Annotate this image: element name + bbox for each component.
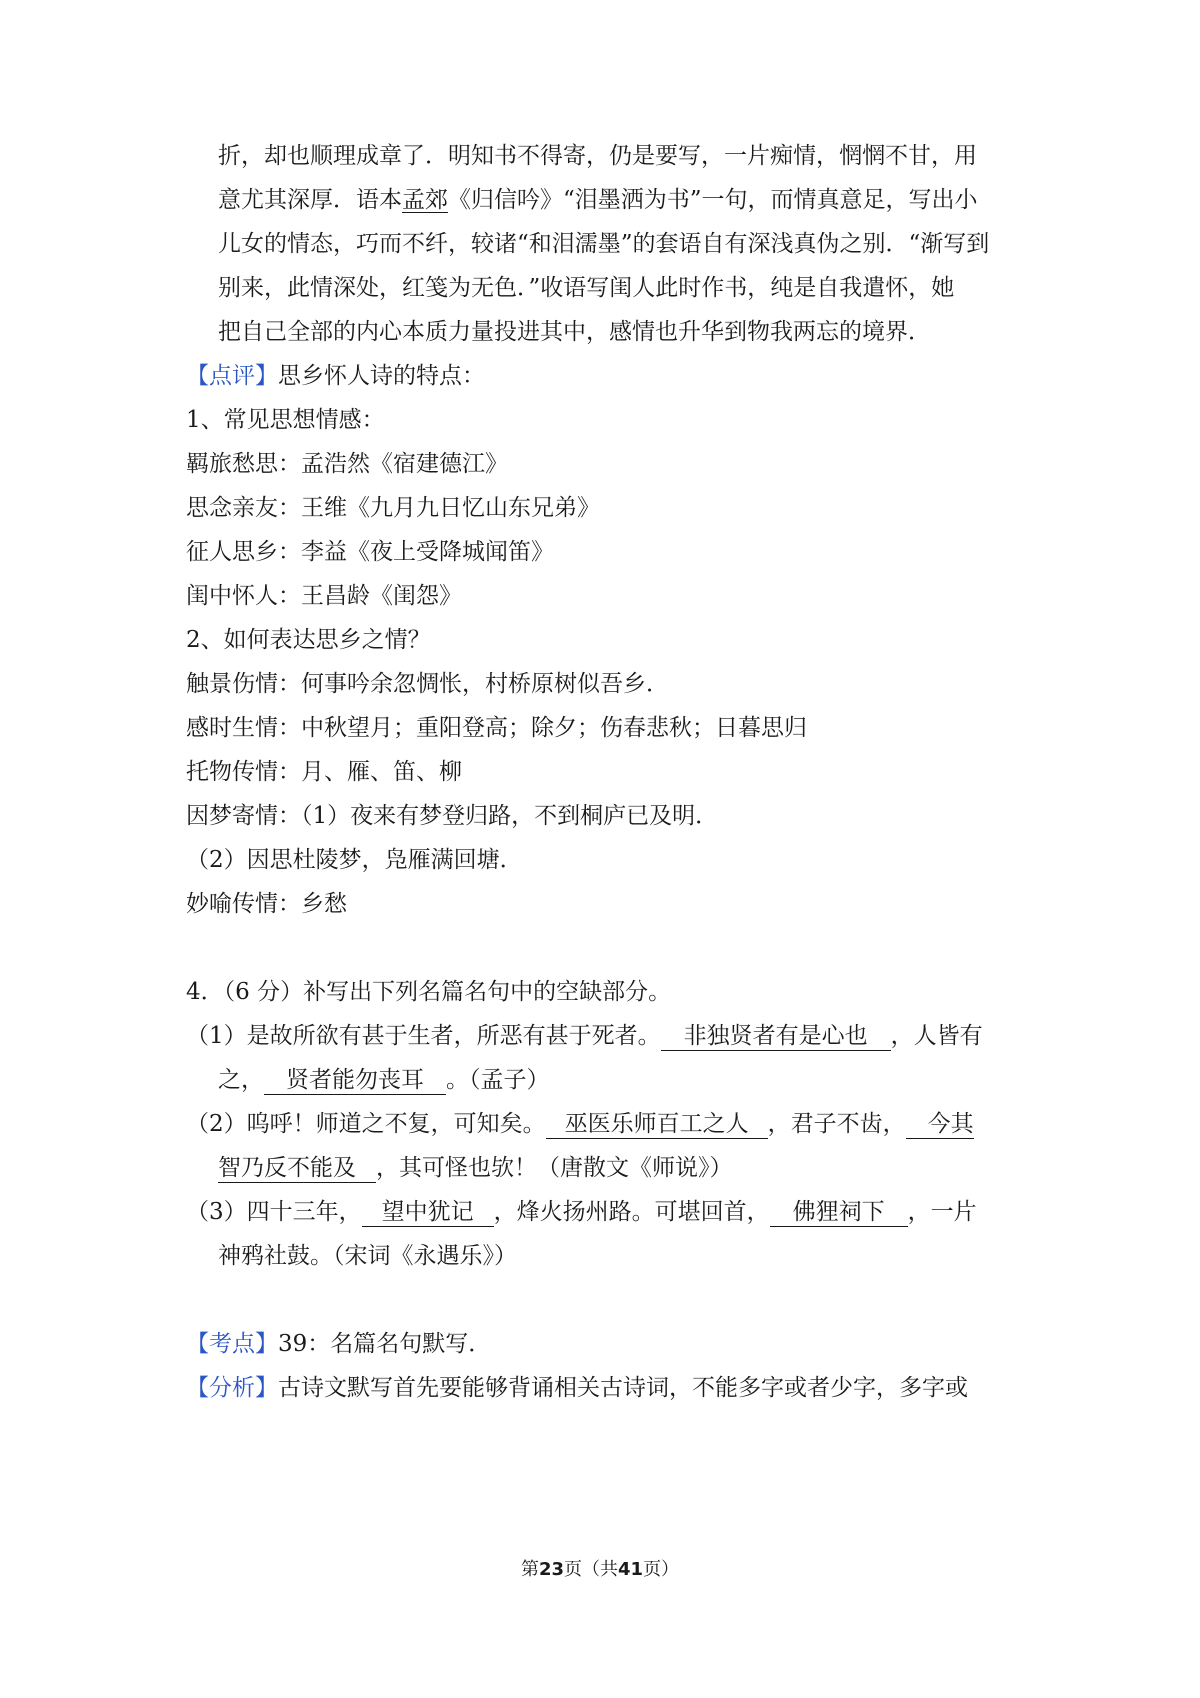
kaodian-text: 39：名篇名句默写． — [278, 1331, 492, 1357]
review-heading — [186, 361, 1026, 391]
q4-text: ，烽火扬州路。可堪回首， — [493, 1199, 770, 1225]
review-item: 闺中怀人：王昌龄《闺怨》 — [186, 583, 462, 609]
kaodian-tag: 【考点】 — [186, 1331, 278, 1357]
fenxi-text: 古诗文默写首先要能够背诵相关古诗词，不能多字或者少字，多字或 — [278, 1375, 968, 1401]
q4-text: （2）呜呼！师道之不复，可知矣。 — [186, 1111, 546, 1137]
review-item: 托物传情：月、雁、笛、柳 — [186, 759, 462, 785]
review-item: 触景伤情：何事吟余忽惆怅，村桥原树似吾乡． — [186, 671, 669, 697]
review-item: 因梦寄情：（1）夜来有梦登归路，不到桐庐已及明． — [186, 803, 719, 829]
q4-answer-blank: 佛狸祠下 — [770, 1198, 908, 1227]
review-item: 感时生情：中秋望月；重阳登高；除夕；伤春悲秋；日暮思归 — [186, 715, 807, 741]
fenxi-tag: 【分析】 — [186, 1375, 278, 1401]
page-number: 23 — [538, 1559, 564, 1580]
total-pages: 41 — [618, 1559, 644, 1580]
page-footer — [0, 1558, 1200, 1582]
author-underlined: 孟郊 — [402, 187, 448, 213]
review-item: 思念亲友：王维《九月九日忆山东兄弟》 — [186, 495, 600, 521]
q4-answer-blank: 智乃反不能及 — [218, 1154, 376, 1183]
q4-part-2-line-1 — [186, 1109, 1026, 1139]
q4-answer-blank: 非独贤者有是心也 — [661, 1022, 891, 1051]
q4-text: 。（孟子） — [446, 1067, 550, 1093]
q4-part-2-line-2 — [218, 1153, 1026, 1183]
footer-text: 第 — [520, 1559, 539, 1580]
analysis-line-1: 折，却也顺理成章了．明知书不得寄，仍是要写，一片痴情，惘惘不甘，用 — [218, 143, 977, 169]
review-section-2: 2、如何表达思乡之情？ — [186, 627, 431, 653]
q4-text: ，君子不齿， — [767, 1111, 906, 1137]
footer-text: 页） — [643, 1559, 680, 1580]
q4-answer-blank: 贤者能勿丧耳 — [264, 1066, 446, 1095]
analysis-line-4: 别来，此情深处，红笺为无色．”收语写闺人此时作书，纯是自我遣怀，她 — [218, 275, 955, 301]
analysis-line-5: 把自己全部的内心本质力量投进其中，感情也升华到物我两忘的境界． — [218, 319, 931, 345]
question-4-title: 4．（6 分）补写出下列名篇名句中的空缺部分。 — [186, 979, 672, 1005]
fenxi-line — [186, 1373, 1026, 1403]
q4-answer-blank: 望中犹记 — [362, 1198, 494, 1227]
q4-text: （1）是故所欲有甚于生者，所恶有甚于死者。 — [186, 1023, 661, 1049]
q4-part-3-line-1 — [186, 1197, 1026, 1227]
q4-text: ，一片 — [907, 1199, 977, 1225]
q4-text: 之， — [218, 1067, 264, 1093]
analysis-line-3: 儿女的情态，巧而不纤，较诸“和泪濡墨”的套语自有深浅真伪之别．“渐写到 — [218, 231, 990, 257]
q4-answer-blank: 今其 — [906, 1110, 974, 1139]
q4-text: ，其可怪也欤！（唐散文《师说》） — [376, 1155, 733, 1181]
q4-part-1-line-1 — [186, 1021, 1026, 1051]
review-item: （2）因思杜陵梦，凫雁满回塘． — [186, 847, 523, 873]
kaodian-line — [186, 1329, 1026, 1359]
q4-text: （3）四十三年， — [186, 1199, 362, 1225]
review-item: 妙喻传情：乡愁 — [186, 891, 347, 917]
review-text: 思乡怀人诗的特点： — [278, 363, 485, 389]
analysis-text: 意尤其深厚．语本 — [218, 187, 402, 213]
review-item: 征人思乡：李益《夜上受降城闻笛》 — [186, 539, 554, 565]
analysis-text: 《归信吟》“泪墨洒为书”一句，而情真意足，写出小 — [448, 187, 978, 213]
footer-text: 页（共 — [564, 1559, 618, 1580]
review-section-1: 1、常见思想情感： — [186, 407, 385, 433]
analysis-line-2 — [218, 185, 1026, 215]
q4-part-1-line-2 — [218, 1065, 1026, 1095]
q4-text: ，人皆有 — [890, 1023, 983, 1049]
review-item: 羁旅愁思：孟浩然《宿建德江》 — [186, 451, 508, 477]
q4-answer-blank: 巫医乐师百工之人 — [546, 1110, 768, 1139]
q4-part-3-line-2: 神鸦社鼓。（宋词《永遇乐》） — [218, 1243, 517, 1269]
review-tag: 【点评】 — [186, 363, 278, 389]
